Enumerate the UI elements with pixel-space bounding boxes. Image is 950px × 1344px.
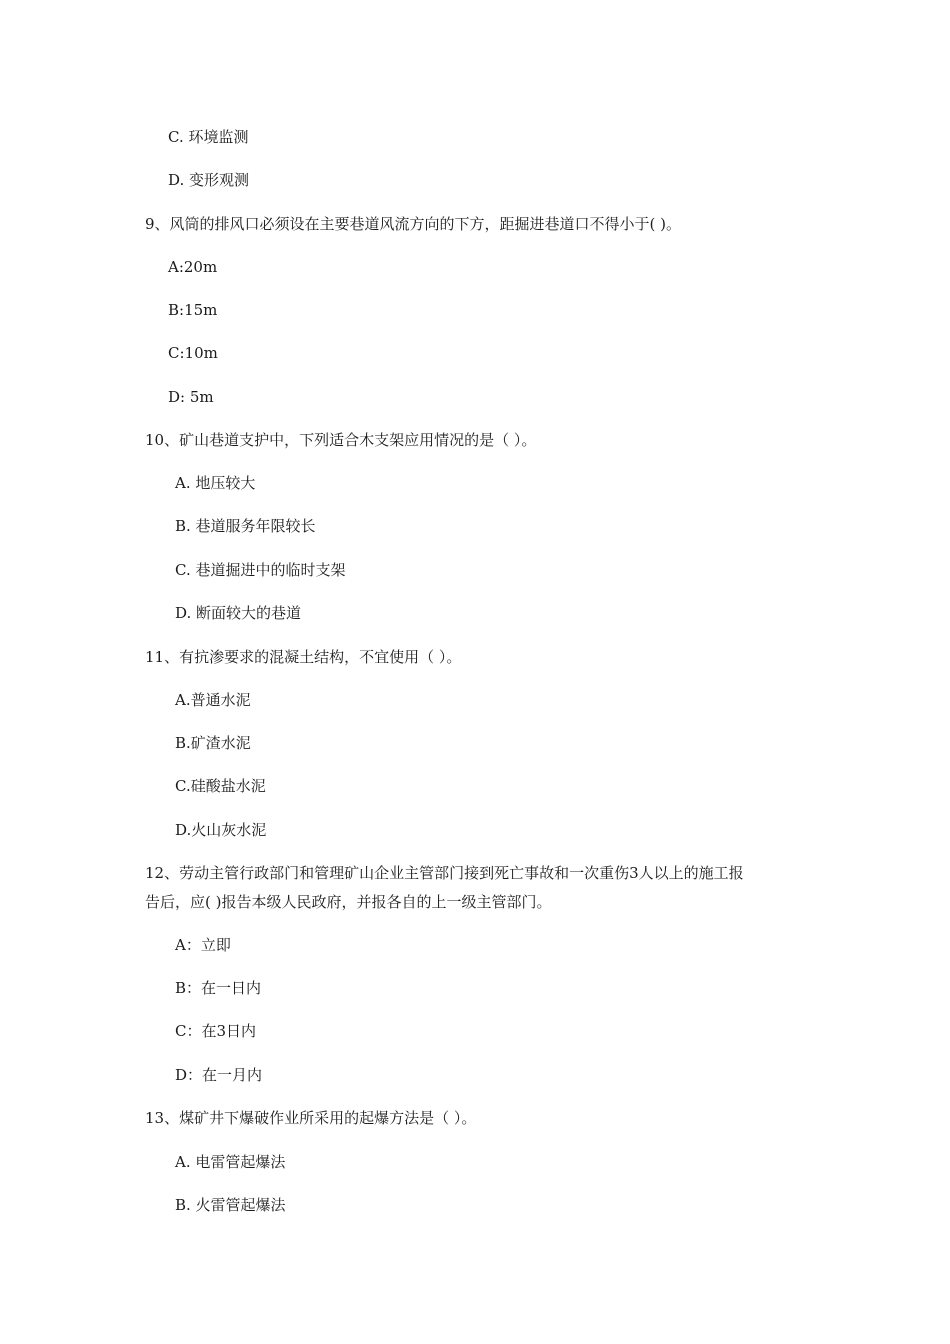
option-c-q10: C. 巷道掘进中的临时支架	[175, 561, 346, 579]
question-9: 9、风筒的排风口必须设在主要巷道风流方向的下方，距掘进巷道口不得小于( )。	[145, 215, 682, 233]
option-b-q9: B:15m	[168, 301, 218, 319]
option-a-q12: A：立即	[175, 936, 231, 954]
option-a-q10: A. 地压较大	[175, 474, 256, 492]
option-d-q9: D: 5m	[168, 388, 214, 406]
option-b-q10: B. 巷道服务年限较长	[175, 517, 316, 535]
option-d-q11: D.火山灰水泥	[175, 821, 267, 839]
option-c-q9: C:10m	[168, 344, 218, 362]
option-d-q8: D. 变形观测	[168, 171, 250, 189]
option-b-q11: B.矿渣水泥	[175, 734, 251, 752]
option-c-q8: C. 环境监测	[168, 128, 249, 146]
option-c-q12: C：在3日内	[175, 1022, 257, 1040]
option-b-q13: B. 火雷管起爆法	[175, 1196, 286, 1214]
option-a-q11: A.普通水泥	[175, 691, 251, 709]
question-10: 10、矿山巷道支护中，下列适合木支架应用情况的是（ ）。	[145, 431, 537, 449]
option-d-q12: D：在一月内	[175, 1066, 263, 1084]
question-13: 13、煤矿井下爆破作业所采用的起爆方法是（ ）。	[145, 1109, 477, 1127]
question-11: 11、有抗渗要求的混凝土结构，不宜使用（ ）。	[145, 648, 462, 666]
option-c-q11: C.硅酸盐水泥	[175, 777, 266, 795]
option-d-q10: D. 断面较大的巷道	[175, 604, 302, 622]
option-a-q13: A. 电雷管起爆法	[175, 1153, 286, 1171]
option-b-q12: B：在一日内	[175, 979, 262, 997]
question-12-line-2: 告后，应( )报告本级人民政府，并报各自的上一级主管部门。	[145, 893, 552, 911]
option-a-q9: A:20m	[168, 258, 218, 276]
question-12-line-1: 12、劳动主管行政部门和管理矿山企业主管部门接到死亡事故和一次重伤3人以上的施工报	[145, 864, 744, 882]
